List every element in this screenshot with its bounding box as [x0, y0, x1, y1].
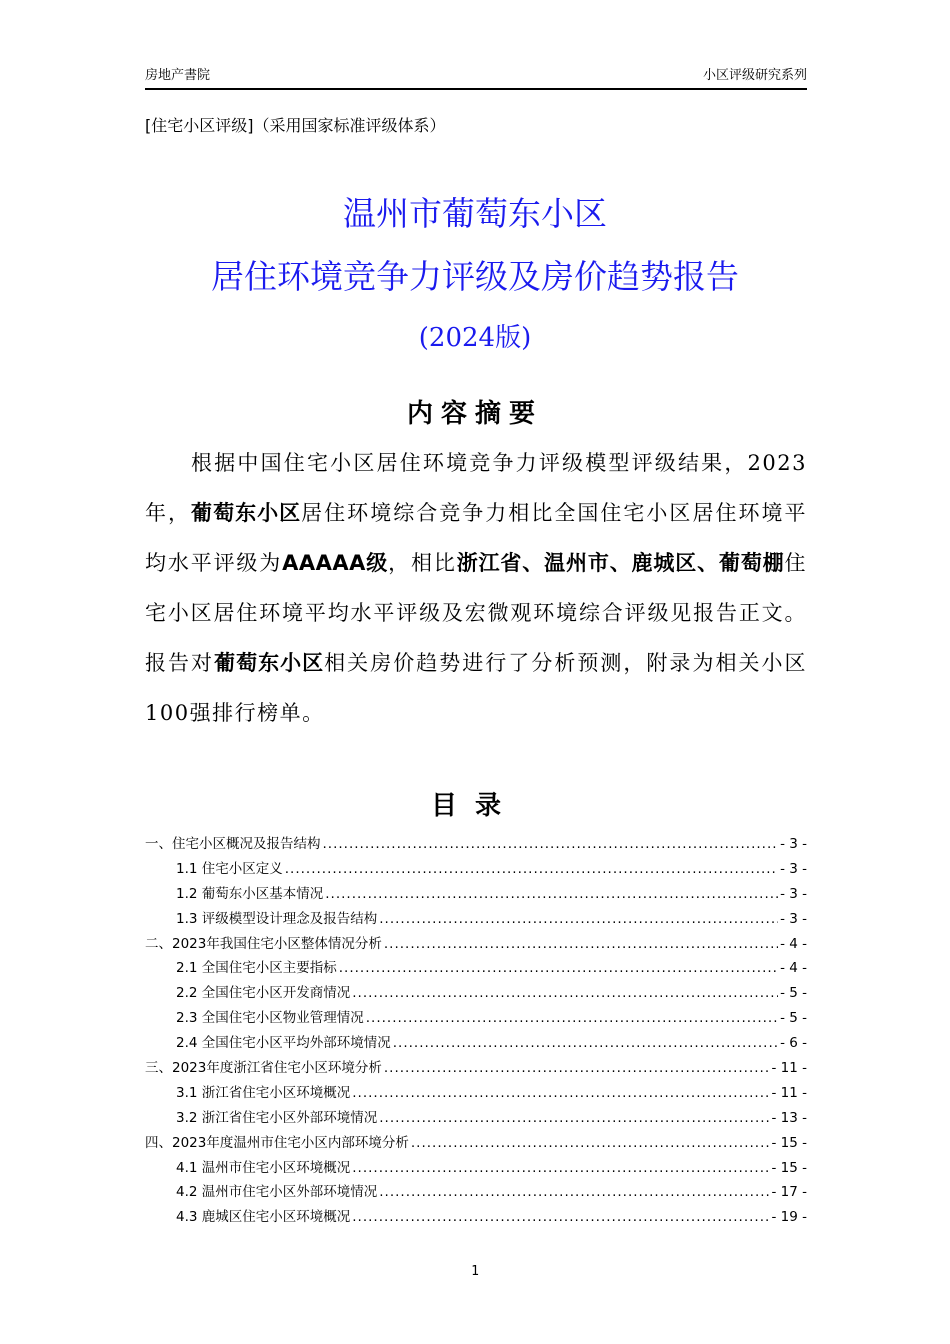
toc-entry-label: 四、2023年度温州市住宅小区内部环境分析 [145, 1134, 409, 1151]
toc-dot-leader [352, 1081, 769, 1106]
report-classification: [住宅小区评级]（采用国家标准评级体系） [145, 116, 446, 135]
toc-entry-page: - 19 - [771, 1209, 807, 1226]
abstract-text: 住宅小区居住环境平均水平评级及宏微观环境综合评级见报告正文。报告对 [145, 551, 808, 675]
toc-dot-leader [352, 981, 778, 1006]
toc-entry[interactable] [145, 1031, 807, 1056]
toc-dot-leader [379, 1106, 769, 1131]
toc-entry-label: 1.1 住宅小区定义 [176, 860, 283, 877]
abstract-emphasis: 浙江省、温州市、鹿城区、葡萄棚 [456, 551, 785, 575]
toc-entry-label: 三、2023年度浙江省住宅小区环境分析 [145, 1060, 382, 1077]
toc-entry-page: - 13 - [771, 1109, 807, 1126]
toc-entry[interactable] [145, 932, 807, 957]
abstract-text: 居住环境综合竞争力相比全国住宅小区居住环境平均水平评级为 [145, 501, 808, 575]
publisher-name: 房地产書院 [145, 68, 211, 83]
toc-entry-label: 2.3 全国住宅小区物业管理情况 [176, 1010, 364, 1027]
toc-entry[interactable] [145, 1006, 807, 1031]
toc-entry-page: - 11 - [771, 1084, 807, 1101]
report-title-line1: 温州市葡萄东小区 [343, 194, 607, 233]
toc-entry-label: 3.1 浙江省住宅小区环境概况 [176, 1084, 351, 1101]
toc-entry-page: - 3 - [780, 910, 807, 927]
toc-dot-leader [393, 1031, 778, 1056]
toc-entry-page: - 3 - [780, 860, 807, 877]
toc-dot-leader [325, 882, 778, 907]
toc-dot-leader [379, 907, 778, 932]
toc-entry-page: - 5 - [780, 1010, 807, 1027]
toc-entry-label: 4.1 温州市住宅小区环境概况 [176, 1159, 351, 1176]
toc-heading: 目录 [430, 791, 519, 821]
toc-dot-leader [323, 832, 779, 857]
toc-entry-page: - 3 - [780, 885, 807, 902]
toc-entry-label: 2.1 全国住宅小区主要指标 [176, 960, 337, 977]
toc-entry[interactable] [145, 981, 807, 1006]
table-of-contents [145, 832, 807, 1230]
abstract-text: 根据中国住宅小区居住环境竞争力评级模型评级结果，2023年， [145, 451, 807, 525]
toc-entry-page: - 4 - [780, 935, 807, 952]
toc-dot-leader [384, 1056, 770, 1081]
toc-entry[interactable] [145, 1056, 807, 1081]
abstract-heading: 内容摘要 [406, 399, 543, 429]
toc-dot-leader [384, 932, 778, 957]
toc-entry-label: 二、2023年我国住宅小区整体情况分析 [145, 935, 382, 952]
page-number: 1 [471, 1264, 479, 1279]
toc-entry[interactable] [145, 1081, 807, 1106]
abstract-body [145, 438, 807, 738]
toc-entry[interactable] [145, 956, 807, 981]
toc-dot-leader [379, 1180, 769, 1205]
abstract-text: 相关房价趋势进行了分析预测，附录为相关小区100强排行榜单。 [145, 651, 808, 725]
toc-entry[interactable] [145, 1180, 807, 1205]
toc-dot-leader [352, 1156, 769, 1181]
toc-entry-page: - 15 - [771, 1159, 807, 1176]
abstract-emphasis: 葡萄东小区 [214, 651, 325, 675]
toc-entry-page: - 4 - [780, 960, 807, 977]
toc-entry-label: 2.2 全国住宅小区开发商情况 [176, 985, 351, 1002]
toc-entry[interactable] [145, 857, 807, 882]
toc-dot-leader [285, 857, 778, 882]
toc-entry-page: - 11 - [771, 1060, 807, 1077]
toc-entry[interactable] [145, 1205, 807, 1230]
toc-entry-page: - 15 - [771, 1134, 807, 1151]
toc-entry-page: - 3 - [780, 836, 807, 852]
toc-dot-leader [411, 1131, 770, 1156]
toc-dot-leader [339, 956, 778, 981]
abstract-emphasis: 葡萄东小区 [191, 501, 302, 525]
series-name: 小区评级研究系列 [702, 68, 807, 83]
toc-entry-label: 一、住宅小区概况及报告结构 [145, 836, 321, 852]
toc-entry-label: 2.4 全国住宅小区平均外部环境情况 [176, 1035, 391, 1052]
abstract-text: ，相比 [388, 551, 457, 575]
toc-dot-leader [366, 1006, 778, 1031]
toc-entry[interactable] [145, 1106, 807, 1131]
toc-dot-leader [352, 1205, 769, 1230]
report-title-line2: 居住环境竞争力评级及房价趋势报告 [211, 257, 739, 296]
report-edition: (2024版) [418, 323, 532, 353]
toc-entry[interactable] [145, 832, 807, 857]
abstract-emphasis: AAAAA级 [282, 551, 389, 575]
toc-entry-label: 4.3 鹿城区住宅小区环境概况 [176, 1209, 351, 1226]
toc-entry[interactable] [145, 882, 807, 907]
toc-entry-label: 4.2 温州市住宅小区外部环境情况 [176, 1184, 378, 1201]
toc-entry[interactable] [145, 1131, 807, 1156]
toc-entry-page: - 6 - [780, 1035, 807, 1052]
toc-entry[interactable] [145, 1156, 807, 1181]
toc-entry[interactable] [145, 907, 807, 932]
page-header [145, 66, 807, 90]
toc-entry-label: 1.3 评级模型设计理念及报告结构 [176, 910, 378, 927]
toc-entry-page: - 5 - [780, 985, 807, 1002]
toc-entry-label: 1.2 葡萄东小区基本情况 [176, 885, 324, 902]
toc-entry-label: 3.2 浙江省住宅小区外部环境情况 [176, 1109, 378, 1126]
toc-entry-page: - 17 - [771, 1184, 807, 1201]
